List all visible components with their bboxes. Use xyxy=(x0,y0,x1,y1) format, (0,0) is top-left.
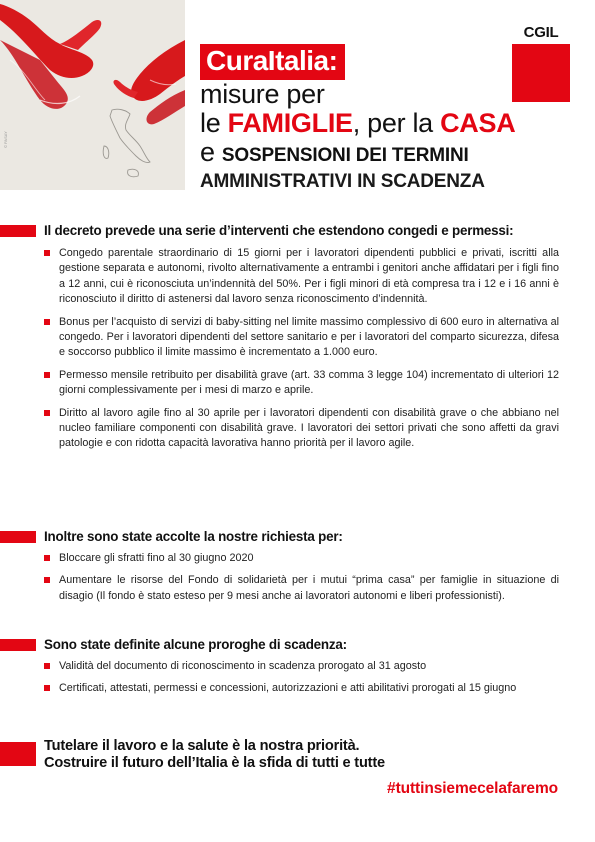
logo-text: CGIL xyxy=(523,24,559,41)
section-1-bar xyxy=(0,225,36,237)
section-1-title: Il decreto prevede una serie d’interventi che estendono congedi e permessi: xyxy=(44,223,514,238)
list-item-text: Permesso mensile retribuito per disabilità grave (art. 33 comma 3 legge 104) incrementato di ulteriori 12 giorni complessivamente per i mesi di marzo e aprile. xyxy=(59,368,559,397)
section-3-bar xyxy=(0,639,36,651)
list-item xyxy=(44,315,559,361)
closing-bar xyxy=(0,742,36,766)
bullet-square-icon xyxy=(44,410,50,416)
list-item xyxy=(44,551,559,566)
list-item-text: Diritto al lavoro agile fino al 30 aprile per i lavoratori dipendenti con disabilità grave o che abbiano nel nucleo familiare componenti con disabilità grave. I lavoratori dei settori privati che sono affetti da gravi patologie e con ridotta capacità lavorativa hanno priorità per il lavoro agile. xyxy=(59,406,559,450)
list-item xyxy=(44,573,559,604)
headline-line-4: AMMINISTRATIVI IN SCADENZA xyxy=(200,171,485,192)
list-item xyxy=(44,246,559,308)
list-item xyxy=(44,368,559,399)
hero-illustration xyxy=(0,0,185,190)
bullet-square-icon xyxy=(44,555,50,561)
section-1-list xyxy=(44,246,559,459)
bullet-square-icon xyxy=(44,319,50,325)
photo-credit: © PASAY xyxy=(3,131,8,148)
headline-brand: CuraItalia: xyxy=(200,44,345,80)
closing-statement xyxy=(44,738,385,772)
headline-line-3 xyxy=(200,138,580,170)
list-item-text: Validità del documento di riconoscimento in scadenza prorogato al 31 agosto xyxy=(59,660,427,672)
closing-line-1: Tutelare il lavoro e la salute è la nostra priorità. xyxy=(44,738,360,754)
list-item xyxy=(44,681,559,696)
headline-line-2 xyxy=(200,109,580,138)
list-item-text: Bloccare gli sfratti fino al 30 giugno 2020 xyxy=(59,552,254,564)
list-item xyxy=(44,659,559,674)
headline-e: e xyxy=(200,137,222,167)
headline-line-2-mid: , per la xyxy=(352,108,441,138)
bullet-square-icon xyxy=(44,685,50,691)
headline-famiglie: FAMIGLIE xyxy=(227,108,353,138)
section-2-bar xyxy=(0,531,36,543)
headline-line-2-pre: le xyxy=(200,108,228,138)
hashtag: #tuttinsiemecelafaremo xyxy=(387,780,558,797)
hands-illustration xyxy=(0,0,185,190)
headline-sospensioni: SOSPENSIONI DEI TERMINI xyxy=(221,145,469,166)
section-2-list xyxy=(44,551,559,611)
headline-casa: CASA xyxy=(440,108,516,138)
section-3-title: Sono state definite alcune proroghe di scadenza: xyxy=(44,637,347,652)
bullet-square-icon xyxy=(44,250,50,256)
list-item-text: Aumentare le risorse del Fondo di solidarietà per i mutui “prima casa” per famiglie in situazione di disagio (Il fondo è stato esteso per 9 mesi anche ai lavoratori autonomi e liberi professionisti). xyxy=(59,574,559,602)
list-item xyxy=(44,406,559,452)
bullet-square-icon xyxy=(44,663,50,669)
section-2-title: Inoltre sono state accolte la nostre richiesta per: xyxy=(44,529,343,544)
headline xyxy=(200,44,580,194)
bullet-square-icon xyxy=(44,372,50,378)
list-item-text: Congedo parentale straordinario di 15 giorni per i lavoratori dipendenti pubblici e privati, iscritti alla gestione separata e autonomi, rivolto alternativamente a entrambi i genitori anche affidatari per i figli fino a 12 anni, cui è riconosciuta un’indennità del 50%. Per i figli minori di età compresa tra i 12 e i 16 anni è riconosciuto il diritto di astenersi dal lavoro senza riconoscimento d’indennità. xyxy=(59,247,559,306)
list-item-text: Certificati, attestati, permessi e concessioni, autorizzazioni e atti abilitativi prorogati al 15 giugno xyxy=(59,682,517,695)
headline-line-1: misure per xyxy=(200,79,325,109)
closing-line-2: Costruire il futuro dell’Italia è la sfida di tutti e tutte xyxy=(44,755,385,771)
list-item-text: Bonus per l’acquisto di servizi di baby-sitting nel limite massimo complessivo di 600 euro in alternativa al congedo. Per i lavoratori dipendenti del settore sanitario e per i lavoratori del comparto sicurezza, difesa e soccorso pubblico il limite massimo è incrementato a 1.000 euro. xyxy=(59,315,559,359)
section-3-list xyxy=(44,659,559,704)
bullet-square-icon xyxy=(44,577,50,583)
